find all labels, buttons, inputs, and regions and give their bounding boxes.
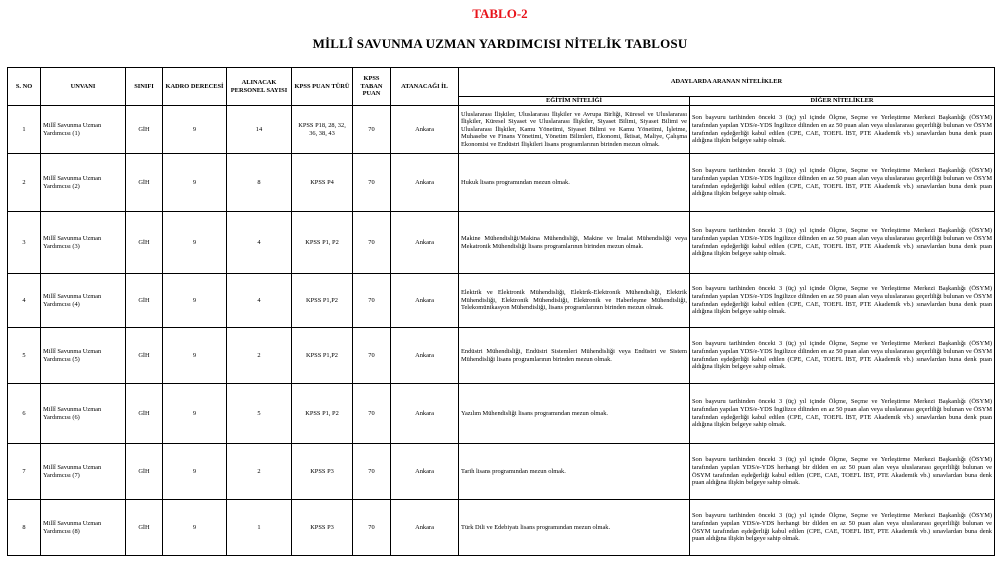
cell-kpss-turu: KPSS P1,P2 [292,328,353,384]
cell-unvani: Millî Savunma Uzman Yardımcısı (3) [41,212,126,274]
cell-sno: 2 [8,154,41,212]
table-row [8,212,995,274]
cell-sno: 1 [8,106,41,154]
cell-sinifi: GİH [126,106,163,154]
col-header-alinacak: ALINACAK PERSONEL SAYISI [227,68,292,106]
cell-taban: 70 [353,154,391,212]
cell-sayi: 14 [227,106,292,154]
cell-il: Ankara [391,328,459,384]
cell-egitim: Türk Dili ve Edebiyatı lisans programından mezun olmak. [459,500,690,556]
col-header-kadro: KADRO DERECESİ [163,68,227,106]
cell-kpss-turu: KPSS P1, P2 [292,212,353,274]
cell-sno: 7 [8,444,41,500]
cell-kadro: 9 [163,444,227,500]
cell-sayi: 4 [227,212,292,274]
cell-diger: Son başvuru tarihinden önceki 3 (üç) yıl içinde Ölçme, Seçme ve Yerleştirme Merkezi Başkanlığı (ÖSYM) tarafından yapılan YDS/e-YDS İngilizce dilinden en az 50 puan alan veya uluslararası geçerliliği bulunan ve ÖSYM tarafından eşdeğerliği kabul edilen (CPE, CAE, TOEFL İBT, PTE Akademik vb.) sınavlardan buna denk puan aldığına ilişkin belgeye sahip olmak. [690,212,995,274]
cell-diger: Son başvuru tarihinden önceki 3 (üç) yıl içinde Ölçme, Seçme ve Yerleştirme Merkezi Başkanlığı (ÖSYM) tarafından yapılan YDS/e-YDS İngilizce dilinden en az 50 puan alan veya uluslararası geçerliliği bulunan ve ÖSYM tarafından eşdeğerliği kabul edilen (CPE, CAE, TOEFL İBT, PTE Akademik vb.) sınavlardan buna denk puan aldığına ilişkin belgeye sahip olmak. [690,384,995,444]
cell-kadro: 9 [163,500,227,556]
cell-unvani: Millî Savunma Uzman Yardımcısı (2) [41,154,126,212]
cell-sinifi: GİH [126,274,163,328]
table-row [8,154,995,212]
cell-kadro: 9 [163,274,227,328]
table-row [8,444,995,500]
table-row [8,384,995,444]
cell-diger: Son başvuru tarihinden önceki 3 (üç) yıl içinde Ölçme, Seçme ve Yerleştirme Merkezi Başkanlığı (ÖSYM) tarafından yapılan YDS/e-YDS herhangi bir dilden en az 50 puan alan veya uluslararası geçerliliği bulunan ve ÖSYM tarafından eşdeğerliği kabul edilen (CPE, CAE, TOEFL İBT, PTE Akademik vb.) sınavlardan buna denk puan aldığına ilişkin belgeye sahip olmak. [690,444,995,500]
cell-taban: 70 [353,444,391,500]
cell-sno: 6 [8,384,41,444]
cell-sinifi: GİH [126,500,163,556]
cell-kpss-turu: KPSS P3 [292,444,353,500]
col-header-kpss-taban: KPSS TABAN PUAN [353,68,391,106]
cell-kadro: 9 [163,154,227,212]
cell-kadro: 9 [163,328,227,384]
cell-unvani: Millî Savunma Uzman Yardımcısı (5) [41,328,126,384]
cell-il: Ankara [391,500,459,556]
cell-unvani: Millî Savunma Uzman Yardımcısı (8) [41,500,126,556]
col-header-aranan: ADAYLARDA ARANAN NİTELİKLER [459,68,995,97]
cell-sayi: 5 [227,384,292,444]
cell-il: Ankara [391,154,459,212]
cell-sayi: 8 [227,154,292,212]
col-header-egitim: EĞİTİM NİTELİĞİ [459,97,690,106]
cell-kadro: 9 [163,384,227,444]
cell-sinifi: GİH [126,444,163,500]
cell-egitim: Endüstri Mühendisliği, Endüstri Sistemleri Mühendisliği veya Endüstri ve Sistem Mühendisliği lisans programlarının birinden mezun olmak. [459,328,690,384]
cell-sno: 5 [8,328,41,384]
cell-unvani: Millî Savunma Uzman Yardımcısı (1) [41,106,126,154]
col-header-kpss-turu: KPSS PUAN TÜRÜ [292,68,353,106]
cell-sinifi: GİH [126,384,163,444]
table-row [8,500,995,556]
cell-egitim: Hukuk lisans programından mezun olmak. [459,154,690,212]
qualification-table [7,67,995,556]
cell-diger: Son başvuru tarihinden önceki 3 (üç) yıl içinde Ölçme, Seçme ve Yerleştirme Merkezi Başkanlığı (ÖSYM) tarafından yapılan YDS/e-YDS İngilizce dilinden en az 50 puan alan veya uluslararası geçerliliği bulunan ve ÖSYM tarafından eşdeğerliği kabul edilen (CPE, CAE, TOEFL İBT, PTE Akademik vb.) sınavlardan buna denk puan aldığına ilişkin belgeye sahip olmak. [690,328,995,384]
col-header-diger: DİĞER NİTELİKLER [690,97,995,106]
cell-diger: Son başvuru tarihinden önceki 3 (üç) yıl içinde Ölçme, Seçme ve Yerleştirme Merkezi Başkanlığı (ÖSYM) tarafından yapılan YDS/e-YDS İngilizce dilinden en az 50 puan alan veya uluslararası geçerliliği bulunan ve ÖSYM tarafından eşdeğerliği kabul edilen (CPE, CAE, TOEFL İBT, PTE Akademik vb.) sınavlardan buna denk puan aldığına ilişkin belgeye sahip olmak. [690,154,995,212]
cell-sayi: 2 [227,328,292,384]
table-row [8,106,995,154]
cell-sayi: 4 [227,274,292,328]
col-header-sno: S. NO [8,68,41,106]
cell-sinifi: GİH [126,212,163,274]
cell-kadro: 9 [163,212,227,274]
cell-taban: 70 [353,212,391,274]
table-number: TABLO-2 [472,6,528,21]
cell-egitim: Makine Mühendisliği/Makina Mühendisliği, Makine ve İmalat Mühendisliği veya Mekatronik Mühendisliği lisans programlarının birinden mezun olmak. [459,212,690,274]
cell-kpss-turu: KPSS P1,P2 [292,274,353,328]
cell-egitim: Tarih lisans programından mezun olmak. [459,444,690,500]
cell-taban: 70 [353,384,391,444]
cell-il: Ankara [391,444,459,500]
cell-kpss-turu: KPSS P1, P2 [292,384,353,444]
cell-taban: 70 [353,328,391,384]
cell-diger: Son başvuru tarihinden önceki 3 (üç) yıl içinde Ölçme, Seçme ve Yerleştirme Merkezi Başkanlığı (ÖSYM) tarafından yapılan YDS/e-YDS herhangi bir dilden en az 50 puan alan veya uluslararası geçerliliği bulunan ve ÖSYM tarafından eşdeğerliği kabul edilen (CPE, CAE, TOEFL İBT, PTE Akademik vb.) sınavlardan buna denk puan aldığına ilişkin belgeye sahip olmak. [690,500,995,556]
table-row [8,274,995,328]
cell-sno: 3 [8,212,41,274]
cell-diger: Son başvuru tarihinden önceki 3 (üç) yıl içinde Ölçme, Seçme ve Yerleştirme Merkezi Başkanlığı (ÖSYM) tarafından yapılan YDS/e-YDS İngilizce dilinden en az 50 puan alan veya uluslararası geçerliliği bulunan ve ÖSYM tarafından eşdeğerliği kabul edilen (CPE, CAE, TOEFL İBT, PTE Akademik vb.) sınavlardan buna denk puan aldığına ilişkin belgeye sahip olmak. [690,274,995,328]
cell-diger: Son başvuru tarihinden önceki 3 (üç) yıl içinde Ölçme, Seçme ve Yerleştirme Merkezi Başkanlığı (ÖSYM) tarafından yapılan YDS/e-YDS İngilizce dilinden en az 50 puan alan veya uluslararası geçerliliği bulunan ve ÖSYM tarafından eşdeğerliği kabul edilen (CPE, CAE, TOEFL İBT, PTE Akademik vb.) sınavlardan buna denk puan aldığına ilişkin belgeye sahip olmak. [690,106,995,154]
cell-unvani: Millî Savunma Uzman Yardımcısı (4) [41,274,126,328]
cell-kpss-turu: KPSS P18, 28, 32, 36, 38, 43 [292,106,353,154]
cell-unvani: Millî Savunma Uzman Yardımcısı (6) [41,384,126,444]
col-header-atanacagi: ATANACAĞI İL [391,68,459,106]
cell-il: Ankara [391,212,459,274]
cell-sayi: 2 [227,444,292,500]
cell-taban: 70 [353,500,391,556]
table-row [8,328,995,384]
cell-il: Ankara [391,106,459,154]
cell-sinifi: GİH [126,154,163,212]
cell-il: Ankara [391,384,459,444]
header-row [8,68,995,97]
cell-egitim: Uluslararası İlişkiler, Uluslararası İlişkiler ve Avrupa Birliği, Küresel ve Uluslararası İlişkiler, Küresel Siyaset ve Uluslararası İlişkiler, Siyaset Bilimi, Siyaset Bilimi ve Uluslararası İlişkiler, Kamu Yönetimi, Siyaset Bilimi ve Kamu Yönetimi, İşletme, Muhasebe ve Finans Yönetimi, Yönetim Bilimleri, Ekonomi, İktisat, Maliye, Çalışma Ekonomisi ve Endüstri İlişkileri lisans programlarının birinden mezun olmak. [459,106,690,154]
cell-il: Ankara [391,274,459,328]
cell-egitim: Elektrik ve Elektronik Mühendisliği, Elektrik-Elektronik Mühendisliği, Elektrik Mühendisliği, Elektronik Mühendisliği, Elektronik ve Haberleşme Mühendisliği, Telekomünikasyon Mühendisliği, lisans programlarının birinden mezun olmak. [459,274,690,328]
cell-taban: 70 [353,274,391,328]
cell-taban: 70 [353,106,391,154]
cell-kadro: 9 [163,106,227,154]
cell-sno: 4 [8,274,41,328]
col-header-sinifi: SINIFI [126,68,163,106]
page-title: MİLLÎ SAVUNMA UZMAN YARDIMCISI NİTELİK TABLOSU [312,36,688,51]
cell-kpss-turu: KPSS P4 [292,154,353,212]
cell-sayi: 1 [227,500,292,556]
cell-kpss-turu: KPSS P3 [292,500,353,556]
cell-sno: 8 [8,500,41,556]
col-header-unvani: UNVANI [41,68,126,106]
cell-sinifi: GİH [126,328,163,384]
cell-unvani: Millî Savunma Uzman Yardımcısı (7) [41,444,126,500]
cell-egitim: Yazılım Mühendisliği lisans programından mezun olmak. [459,384,690,444]
